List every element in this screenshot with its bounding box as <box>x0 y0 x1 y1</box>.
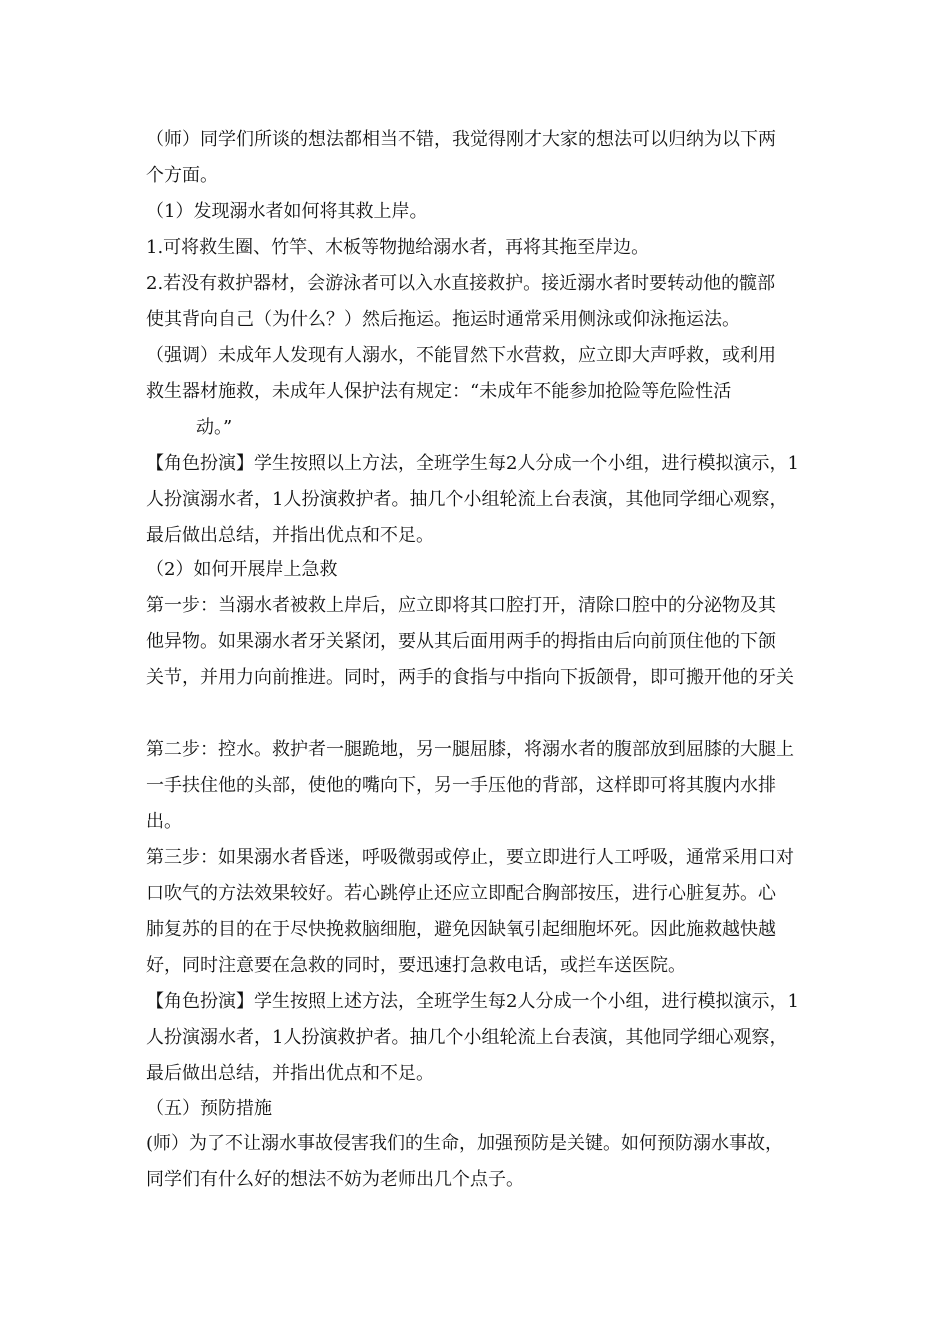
paragraph-line: 使其背向自己（为什么？）然后拖运。拖运时通常采用侧泳或仰泳拖运法。 <box>146 309 740 330</box>
list-item: 2.若没有救护器材，会游泳者可以入水直接救护。接近溺水者时要转动他的髋部 <box>146 273 776 294</box>
paragraph-line: 最后做出总结，并指出优点和不足。 <box>146 525 434 546</box>
paragraph-line: 出。 <box>146 811 182 832</box>
paragraph-line: 一手扶住他的头部，使他的嘴向下，另一手压他的背部，这样即可将其腹内水排 <box>146 775 776 796</box>
paragraph-line: (师）为了不让溺水事故侵害我们的生命，加强预防是关键。如何预防溺水事故， <box>146 1133 784 1154</box>
paragraph-line: 关节，并用力向前推进。同时，两手的食指与中指向下扳颌骨，即可搬开他的牙关 <box>146 667 794 688</box>
paragraph-line: 第三步：如果溺水者昏迷，呼吸微弱或停止，要立即进行人工呼吸，通常采用口对 <box>146 847 794 868</box>
paragraph-line: 好，同时注意要在急救的同时，要迅速打急救电话，或拦车送医院。 <box>146 955 686 976</box>
paragraph-line: 他异物。如果溺水者牙关紧闭，要从其后面用两手的拇指由后向前顶住他的下颌 <box>146 631 776 652</box>
paragraph-line: 【角色扮演】学生按照以上方法，全班学生每2人分成一个小组，进行模拟演示，1 <box>146 453 799 474</box>
paragraph-line: 【角色扮演】学生按照上述方法，全班学生每2人分成一个小组，进行模拟演示，1 <box>146 991 799 1012</box>
section-heading: （1）发现溺水者如何将其救上岸。 <box>146 201 428 222</box>
list-item: 1.可将救生圈、竹竿、木板等物抛给溺水者，再将其拖至岸边。 <box>146 237 650 258</box>
paragraph-line: 第二步：控水。救护者一腿跪地，另一腿屈膝，将溺水者的腹部放到屈膝的大腿上 <box>146 739 794 760</box>
paragraph-line: 人扮演溺水者，1人扮演救护者。抽几个小组轮流上台表演，其他同学细心观察， <box>146 1027 788 1048</box>
section-heading: （2）如何开展岸上急救 <box>146 559 338 580</box>
paragraph-line: （师）同学们所谈的想法都相当不错，我觉得刚才大家的想法可以归纳为以下两 <box>146 129 776 150</box>
paragraph-line: （强调）未成年人发现有人溺水，不能冒然下水营救，应立即大声呼救，或利用 <box>146 345 776 366</box>
paragraph-line: 第一步：当溺水者被救上岸后，应立即将其口腔打开，清除口腔中的分泌物及其 <box>146 595 776 616</box>
paragraph-line: 口吹气的方法效果较好。若心跳停止还应立即配合胸部按压，进行心脏复苏。心 <box>146 883 776 904</box>
paragraph-line: 最后做出总结，并指出优点和不足。 <box>146 1063 434 1084</box>
paragraph-line: 同学们有什么好的想法不妨为老师出几个点子。 <box>146 1169 524 1190</box>
paragraph-line: 人扮演溺水者，1人扮演救护者。抽几个小组轮流上台表演，其他同学细心观察， <box>146 489 788 510</box>
paragraph-line: 动。” <box>196 417 233 438</box>
paragraph-line: 救生器材施救，未成年人保护法有规定：“未成年不能参加抢险等危险性活 <box>146 381 732 402</box>
paragraph-line: 个方面。 <box>146 165 218 186</box>
paragraph-line: 肺复苏的目的在于尽快挽救脑细胞，避免因缺氧引起细胞坏死。因此施救越快越 <box>146 919 776 940</box>
section-heading: （五）预防措施 <box>146 1098 272 1119</box>
